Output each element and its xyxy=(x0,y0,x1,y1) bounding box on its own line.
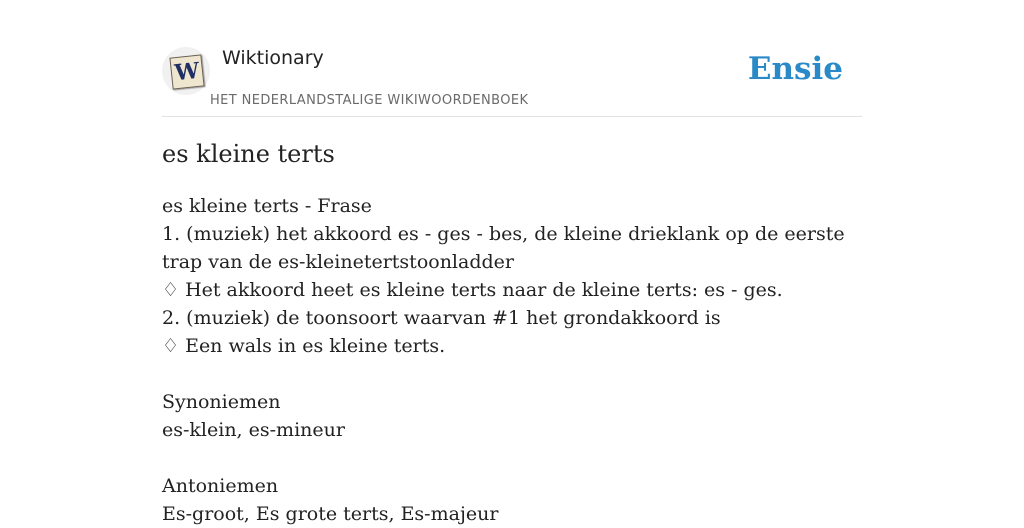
ensie-brand-link[interactable]: Ensie xyxy=(747,51,843,87)
antonyms-heading: Antoniemen xyxy=(162,475,279,497)
definition-content xyxy=(162,192,862,528)
logo-tile: W xyxy=(169,54,204,89)
site-name[interactable]: Wiktionary xyxy=(222,47,324,69)
synonyms-heading: Synoniemen xyxy=(162,391,281,413)
antonyms-list: Es-groot, Es grote terts, Es-majeur xyxy=(162,503,499,525)
site-tagline: HET NEDERLANDSTALIGE WIKIWOORDENBOEK xyxy=(210,93,529,108)
definition-1: 1. (muziek) het akkoord es - ges - bes, de kleine drieklank op de eerste trap van de es-kleinetertstoonladder xyxy=(162,223,845,273)
blank-line xyxy=(162,444,862,472)
example-2: ♢ Een wals in es kleine terts. xyxy=(162,335,446,357)
blank-line xyxy=(162,360,862,388)
site-header xyxy=(162,40,862,117)
wiktionary-logo-icon[interactable] xyxy=(162,47,210,95)
word-type-line: es kleine terts - Frase xyxy=(162,195,372,217)
example-1: ♢ Het akkoord heet es kleine terts naar de kleine terts: es - ges. xyxy=(162,279,783,301)
definition-2: 2. (muziek) de toonsoort waarvan #1 het grondakkoord is xyxy=(162,307,721,329)
synonyms-list: es-klein, es-mineur xyxy=(162,419,345,441)
page-title: es kleine terts xyxy=(162,140,335,168)
